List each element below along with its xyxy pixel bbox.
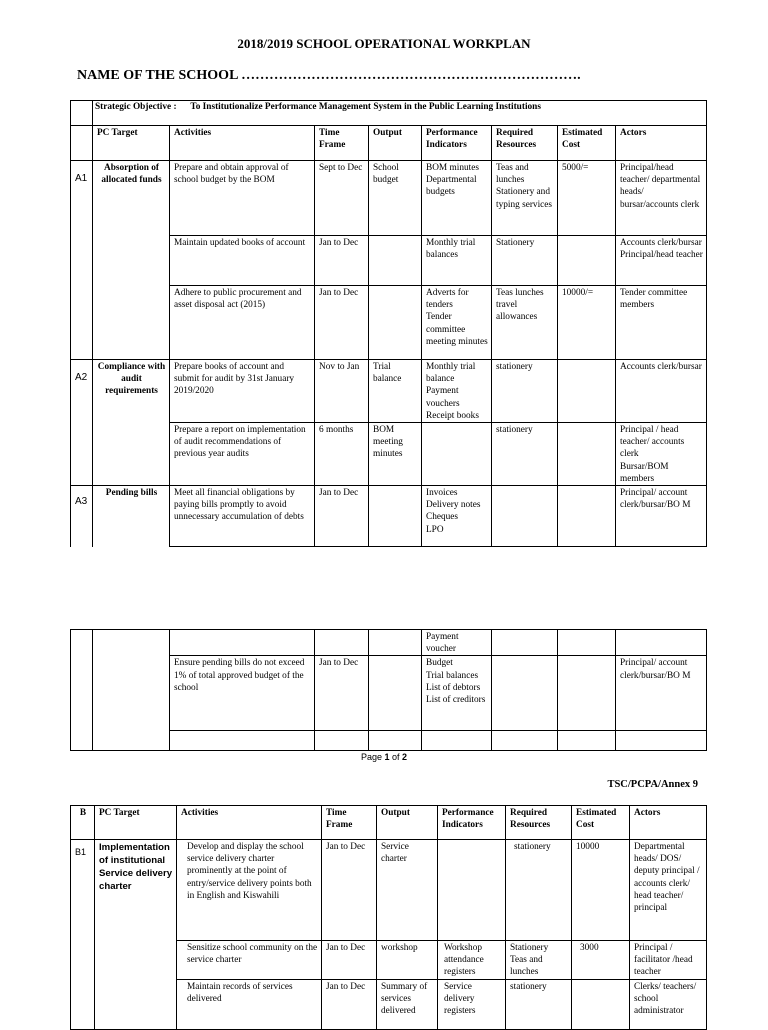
header-performance-indicators: Performance Indicators (422, 126, 492, 161)
time-cell: Nov to Jan (315, 360, 369, 423)
output-cell: Summary of services delivered (377, 979, 438, 1029)
resources-cell: Teas lunches travel allowances (492, 286, 558, 360)
time-cell: Sept to Dec (315, 161, 369, 236)
output-cell: Service charter (377, 840, 438, 941)
resources-cell (492, 630, 558, 656)
time-cell: Jan to Dec (322, 941, 377, 980)
output-cell: workshop (377, 941, 438, 980)
actors-cell: Accounts clerk/bursar Principal/head teacher (616, 236, 707, 286)
pc-target: Implementation of institutional Service delivery charter (95, 840, 177, 1030)
actors-cell: Principal / head teacher/ accounts clerk Bursar/BOM members (616, 423, 707, 486)
footer-separator: of (389, 752, 403, 762)
activity-cell: Prepare a report on implementation of audit recommendations of previous year audits (170, 423, 315, 486)
time-cell: Jan to Dec (322, 840, 377, 941)
indicators-cell: Payment voucher (422, 630, 492, 656)
row-code: A2 (71, 360, 93, 486)
header-pc-target: PC Target (93, 126, 170, 161)
footer-current-page: 1 (384, 752, 390, 762)
footer-total-pages: 2 (402, 752, 408, 762)
cost-cell: 10000 (572, 840, 630, 941)
indicators-cell: Service delivery registers (438, 979, 506, 1029)
time-cell: Jan to Dec (322, 979, 377, 1029)
cost-cell (558, 656, 616, 731)
blank-corner (71, 101, 93, 126)
output-cell (369, 286, 422, 360)
header-output: Output (377, 806, 438, 840)
header-time-frame: Time Frame (322, 806, 377, 840)
annex-reference: TSC/PCPA/Annex 9 (607, 779, 698, 790)
objective-label: Strategic Objective : (95, 102, 177, 112)
row-code: A1 (71, 161, 93, 360)
actors-cell (616, 630, 707, 656)
header-required-resources: Required Resources (492, 126, 558, 161)
header-pc-target: PC Target (95, 806, 177, 840)
cost-cell: 10000/= (558, 286, 616, 360)
cost-cell (558, 360, 616, 423)
activity-cell: Ensure pending bills do not exceed 1% of total approved budget of the school (170, 656, 315, 731)
resources-cell: Teas and lunches Stationery and typing services (492, 161, 558, 236)
actors-cell: Principal/ account clerk/bursar/BO M (616, 486, 707, 547)
indicators-cell: Invoices Delivery notes Cheques LPO (422, 486, 492, 547)
resources-cell: stationery (492, 360, 558, 423)
time-cell: Jan to Dec (315, 486, 369, 547)
activity-cell (170, 630, 315, 656)
header-performance-indicators: Performance Indicators (438, 806, 506, 840)
empty-cell (558, 731, 616, 751)
time-cell: 6 months (315, 423, 369, 486)
empty-cell (315, 731, 369, 751)
header-actors: Actors (630, 806, 707, 840)
table-row (71, 161, 707, 236)
workplan-table-b (70, 805, 707, 1030)
output-cell: School budget (369, 161, 422, 236)
header-output: Output (369, 126, 422, 161)
strategic-objective (93, 101, 707, 126)
header-activities: Activities (177, 806, 322, 840)
header-code: B (71, 806, 95, 840)
cost-cell: 3000 (572, 941, 630, 980)
activity-cell: Maintain updated books of account (170, 236, 315, 286)
school-name-line: NAME OF THE SCHOOL ………………………………………………………………. (77, 68, 581, 83)
output-cell: BOM meeting minutes (369, 423, 422, 486)
actors-cell: Accounts clerk/bursar (616, 360, 707, 423)
actors-cell: Clerks/ teachers/ school administrator (630, 979, 707, 1029)
indicators-cell: Workshop attendance registers (438, 941, 506, 980)
blank-code-cell (71, 630, 93, 751)
cost-cell: 5000/= (558, 161, 616, 236)
actors-cell: Principal/head teacher/ departmental heads/ bursar/accounts clerk (616, 161, 707, 236)
indicators-cell (422, 423, 492, 486)
header-actors: Actors (616, 126, 707, 161)
workplan-table-a (70, 100, 707, 547)
table-row (71, 840, 707, 941)
pc-target: Absorption of allocated funds (93, 161, 170, 360)
pc-target: Compliance with audit requirements (93, 360, 170, 486)
indicators-cell: Budget Trial balances List of debtors List of creditors (422, 656, 492, 731)
activity-cell: Sensitize school community on the service charter (177, 941, 322, 980)
activity-cell: Prepare and obtain approval of school budget by the BOM (170, 161, 315, 236)
output-cell (369, 630, 422, 656)
pc-target: Pending bills (93, 486, 170, 547)
time-cell (315, 630, 369, 656)
time-cell: Jan to Dec (315, 236, 369, 286)
resources-cell: Stationery Teas and lunches (506, 941, 572, 980)
activity-cell: Maintain records of services delivered (177, 979, 322, 1029)
table-row (71, 360, 707, 423)
actors-cell: Principal/ account clerk/bursar/BO M (616, 656, 707, 731)
empty-cell (492, 731, 558, 751)
header-activities: Activities (170, 126, 315, 161)
resources-cell (492, 656, 558, 731)
resources-cell: stationery (506, 840, 572, 941)
activity-cell: Develop and display the school service delivery charter prominently at the point of entry/service delivery points both in English and Kiswahili (177, 840, 322, 941)
activity-cell: Meet all financial obligations by paying bills promptly to avoid unnecessary accumulation of debts (170, 486, 315, 547)
actors-cell: Tender committee members (616, 286, 707, 360)
empty-cell (369, 731, 422, 751)
indicators-cell: Monthly trial balance Payment vouchers Receipt books (422, 360, 492, 423)
resources-cell: Stationery (492, 236, 558, 286)
time-cell: Jan to Dec (315, 286, 369, 360)
cost-cell (572, 979, 630, 1029)
resources-cell: stationery (506, 979, 572, 1029)
activity-cell: Adhere to public procurement and asset disposal act (2015) (170, 286, 315, 360)
table-b-header-row (71, 806, 707, 840)
footer-prefix: Page (360, 752, 385, 762)
table-row (71, 630, 707, 656)
blank-pc-cell (93, 630, 170, 751)
actors-cell: Departmental heads/ DOS/ deputy principal / accounts clerk/ head teacher/ principal (630, 840, 707, 941)
output-cell (369, 486, 422, 547)
header-required-resources: Required Resources (506, 806, 572, 840)
header-estimated-cost: Estimated Cost (558, 126, 616, 161)
time-cell: Jan to Dec (315, 656, 369, 731)
cost-cell (558, 236, 616, 286)
workplan-table-a-continued (70, 629, 707, 751)
row-code: A3 (71, 486, 93, 547)
output-cell: Trial balance (369, 360, 422, 423)
page-title: 2018/2019 SCHOOL OPERATIONAL WORKPLAN (237, 36, 531, 51)
actors-cell: Principal / facilitator /head teacher (630, 941, 707, 980)
indicators-cell: Monthly trial balances (422, 236, 492, 286)
resources-cell (492, 486, 558, 547)
cost-cell (558, 423, 616, 486)
page-footer (0, 752, 768, 762)
empty-cell (616, 731, 707, 751)
indicators-cell (438, 840, 506, 941)
indicators-cell: Adverts for tenders Tender committee meeting minutes (422, 286, 492, 360)
output-cell (369, 236, 422, 286)
blank-code-header (71, 126, 93, 161)
table-row (71, 486, 707, 547)
cost-cell (558, 630, 616, 656)
empty-cell (422, 731, 492, 751)
indicators-cell: BOM minutes Departmental budgets (422, 161, 492, 236)
resources-cell: stationery (492, 423, 558, 486)
empty-cell (170, 731, 315, 751)
table-a-header-row (71, 126, 707, 161)
activity-cell: Prepare books of account and submit for audit by 31st January 2019/2020 (170, 360, 315, 423)
header-time-frame: Time Frame (315, 126, 369, 161)
row-code: B1 (71, 840, 95, 1030)
header-estimated-cost: Estimated Cost (572, 806, 630, 840)
cost-cell (558, 486, 616, 547)
objective-text: To Institutionalize Performance Management System in the Public Learning Institutions (190, 102, 541, 112)
output-cell (369, 656, 422, 731)
